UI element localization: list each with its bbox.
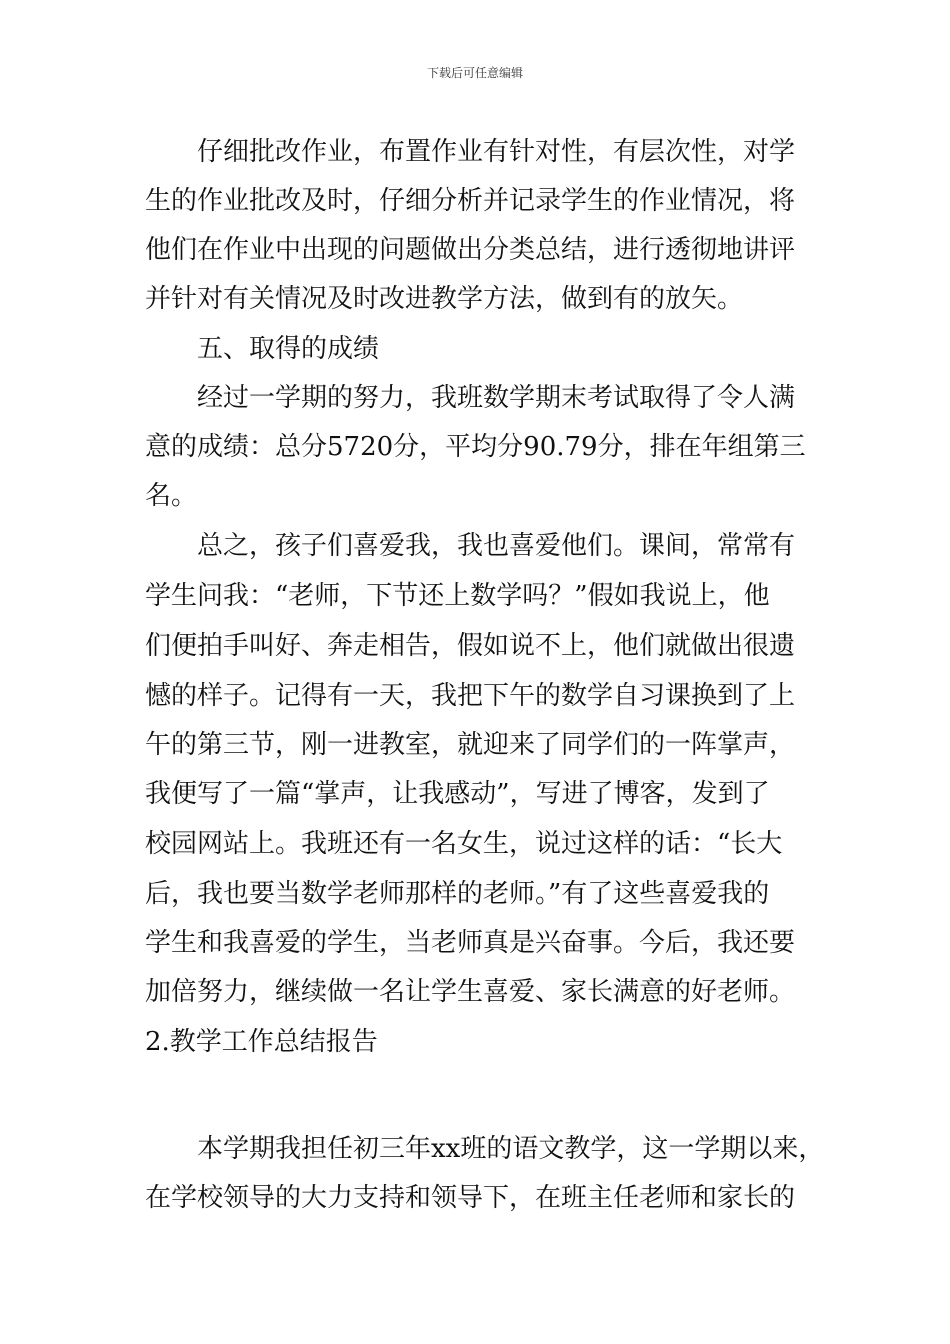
text-line: 在学校领导的大力支持和领导下，在班主任老师和家长的 bbox=[145, 1183, 796, 1213]
text-line: 校园网站上。我班还有一名女生，说过这样的话：“长大 bbox=[145, 829, 783, 859]
page-header: 下载后可任意编辑 bbox=[426, 66, 523, 80]
text-line: 意的成绩：总分5720分，平均分90.79分，排在年组第三 bbox=[145, 432, 806, 462]
text-line: 学生问我：“老师，下节还上数学吗？”假如我说上，他 bbox=[145, 581, 770, 611]
section-heading: 五、取得的成绩 bbox=[197, 334, 380, 364]
text-line: 们便拍手叫好、奔走相告，假如说不上，他们就做出很遗 bbox=[145, 631, 796, 661]
text-line: 生的作业批改及时，仔细分析并记录学生的作业情况，将 bbox=[145, 186, 796, 216]
section-title: 2.教学工作总结报告 bbox=[145, 1027, 378, 1057]
text-line: 名。 bbox=[145, 481, 198, 511]
text-line: 后，我也要当数学老师那样的老师。”有了这些喜爱我的 bbox=[145, 879, 770, 909]
text-line: 加倍努力，继续做一名让学生喜爱、家长满意的好老师。 bbox=[145, 977, 796, 1007]
text-line: 学生和我喜爱的学生，当老师真是兴奋事。今后，我还要 bbox=[145, 928, 796, 958]
text-line: 他们在作业中出现的问题做出分类总结，进行透彻地讲评 bbox=[145, 235, 796, 265]
text-line: 经过一学期的努力，我班数学期末考试取得了令人满 bbox=[197, 383, 796, 413]
text-line: 总之，孩子们喜爱我，我也喜爱他们。课间，常常有 bbox=[197, 531, 796, 561]
text-line: 仔细批改作业，布置作业有针对性，有层次性，对学 bbox=[197, 137, 796, 167]
text-line: 我便写了一篇“掌声，让我感动”，写进了博客，发到了 bbox=[145, 779, 770, 809]
text-line: 憾的样子。记得有一天，我把下午的数学自习课换到了上 bbox=[145, 681, 796, 711]
text-line: 并针对有关情况及时改进教学方法，做到有的放矢。 bbox=[145, 284, 744, 314]
text-line: 午的第三节，刚一进教室，就迎来了同学们的一阵掌声， bbox=[145, 730, 796, 760]
text-line: 本学期我担任初三年xx班的语文教学，这一学期以来， bbox=[197, 1134, 825, 1164]
